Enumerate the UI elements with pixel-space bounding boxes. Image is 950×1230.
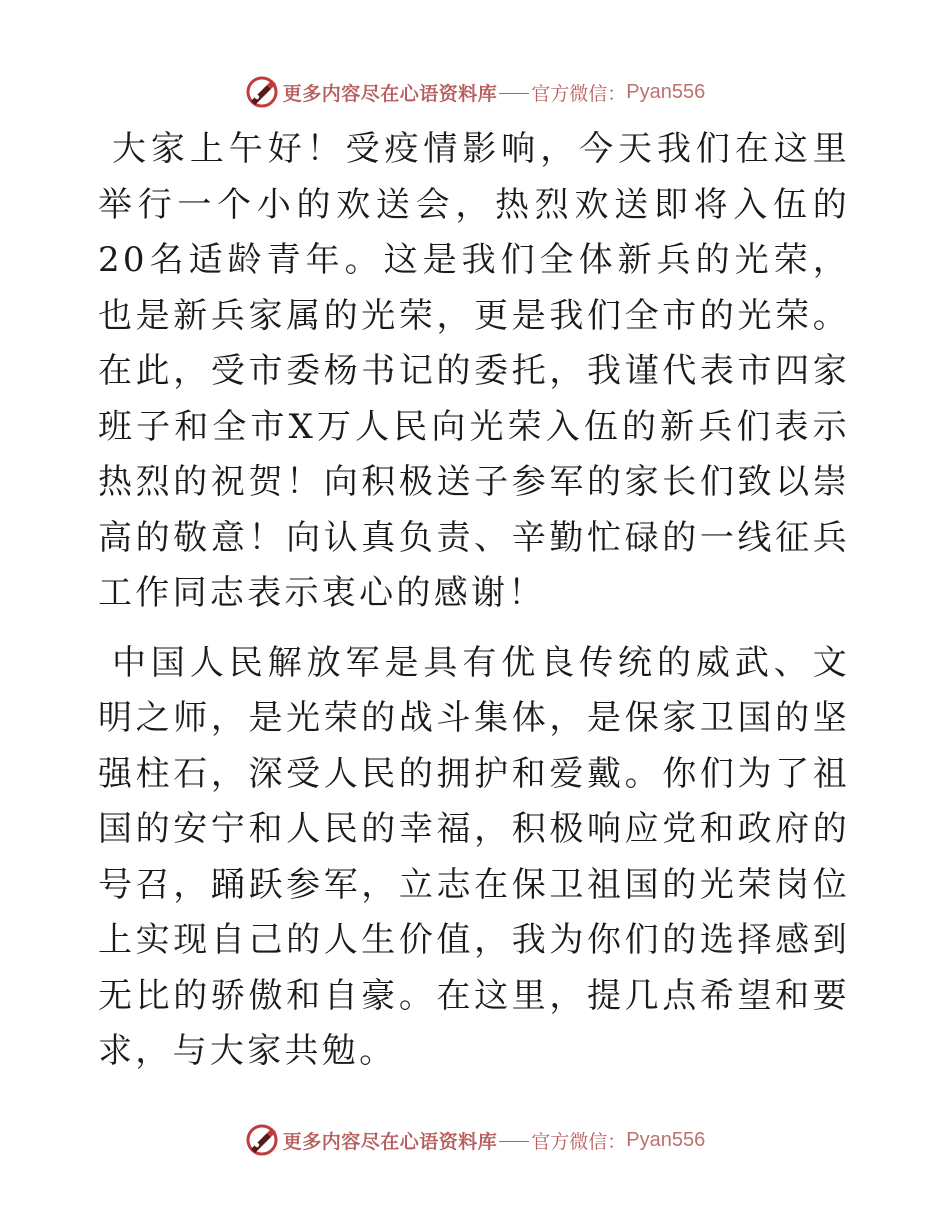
banner-promo-text: 更多内容尽在心语资料库 <box>282 1130 498 1153</box>
paragraph-1: 大家上午好！受疫情影响，今天我们在这里举行一个小的欢送会，热烈欢送即将入伍的20名适龄青年。这是我们全体新兵的光荣，也是新兵家属的光荣，更是我们全市的光荣。在此，受市委杨书记的委托，我谨代表市四家班子和全市X万人民向光荣入伍的新兵们表示热烈的祝贺！向积极送子参军的家长们致以崇高的敬意！向认真负责、辛勤忙碌的一线征兵工作同志表示衷心的感谢！ <box>98 129 850 613</box>
pen-logo-icon <box>245 75 279 109</box>
pen-logo-icon <box>245 1123 279 1157</box>
header-banner <box>0 72 950 112</box>
banner-promo-text: 更多内容尽在心语资料库 <box>282 82 498 105</box>
banner-wechat-label: 官方微信： <box>531 1130 627 1153</box>
banner-wechat-id: Pyan556 <box>626 80 706 103</box>
paragraph-2: 中国人民解放军是具有优良传统的威武、文明之师，是光荣的战斗集体，是保家卫国的坚强柱石，深受人民的拥护和爱戴。你们为了祖国的安宁和人民的幸福，积极响应党和政府的号召，踊跃参军，立志在保卫祖国的光荣岗位上实现自己的人生价值，我为你们的选择感到无比的骄傲和自豪。在这里，提几点希望和要求，与大家共勉。 <box>98 642 850 1071</box>
banner-wechat-id: Pyan556 <box>626 1128 706 1151</box>
banner-dash-divider <box>499 93 529 94</box>
document-body <box>98 122 850 1080</box>
footer-banner <box>0 1120 950 1160</box>
banner-wechat-label: 官方微信： <box>531 82 627 105</box>
banner-dash-divider <box>499 1141 529 1142</box>
